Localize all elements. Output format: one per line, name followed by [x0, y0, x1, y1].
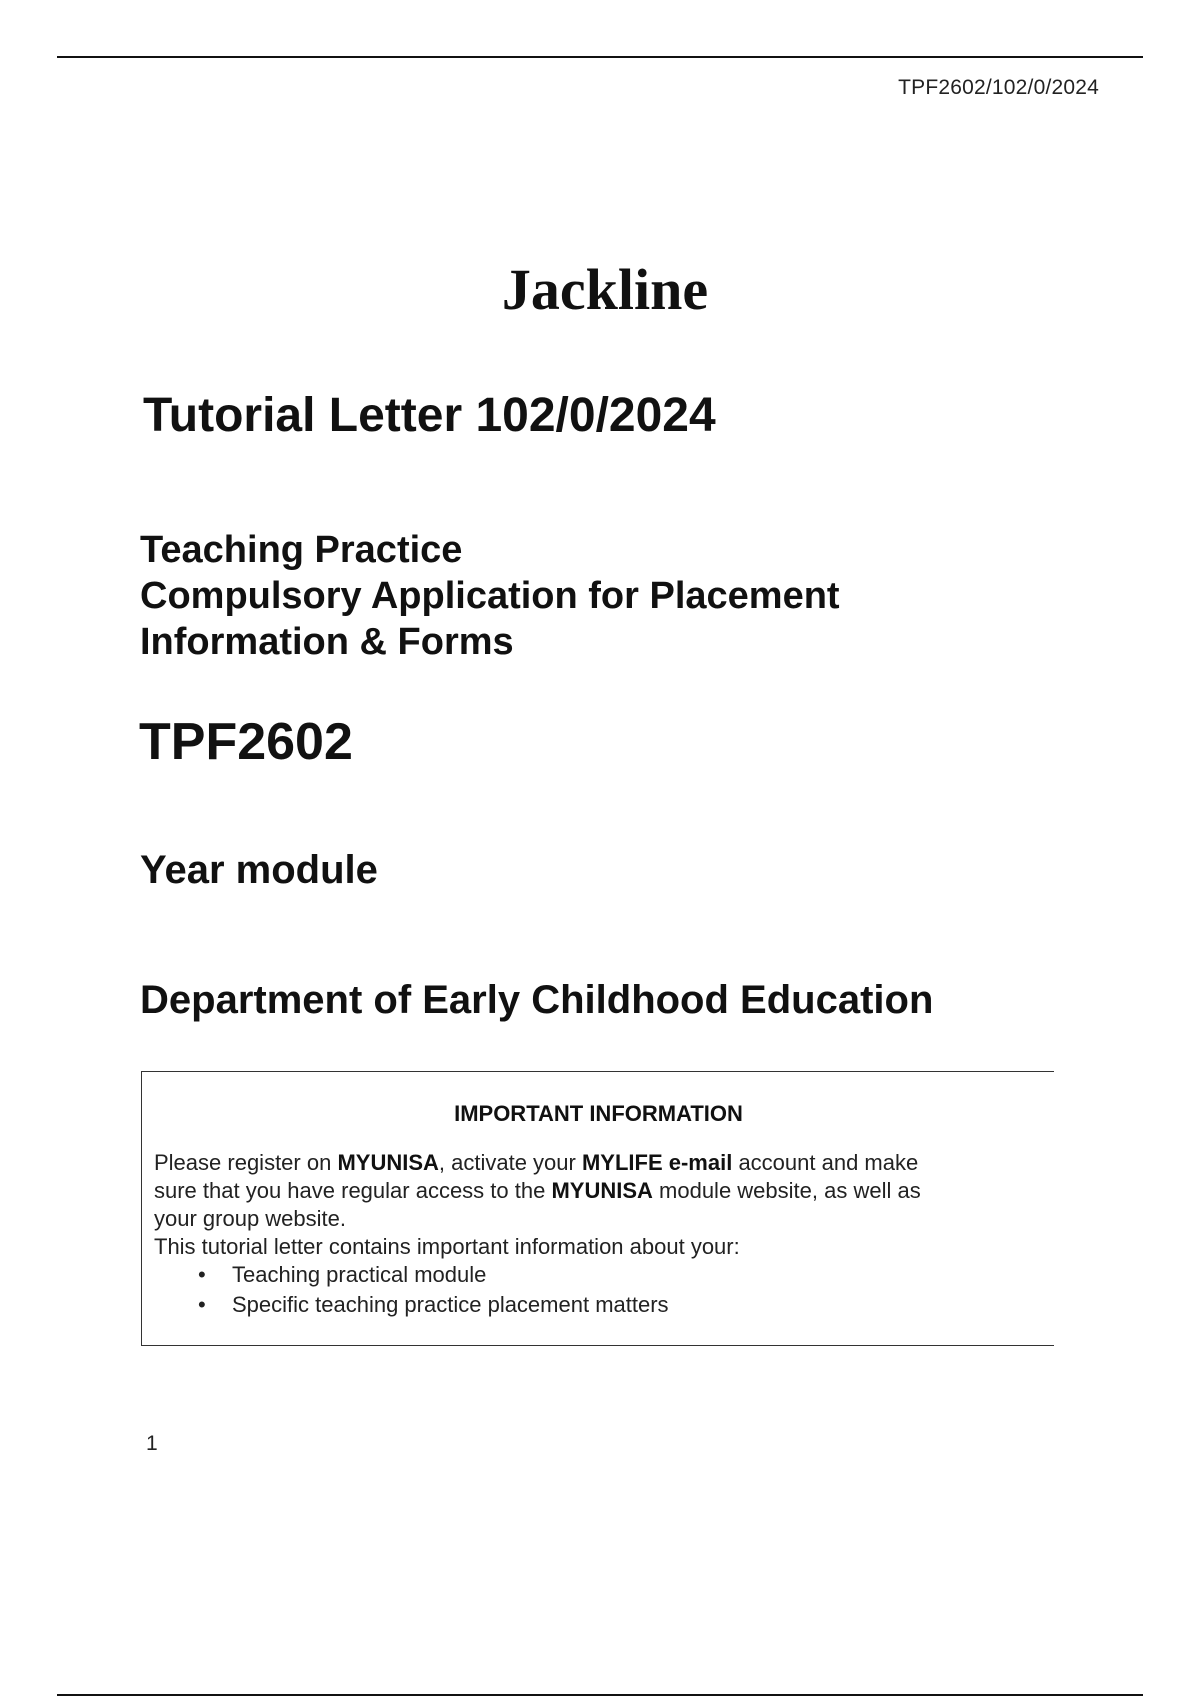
myunisa-emphasis: MYUNISA — [337, 1150, 439, 1175]
list-item — [154, 1260, 669, 1290]
mylife-email-emphasis: MYLIFE e-mail — [581, 1150, 733, 1175]
author-name: Jackline — [501, 257, 709, 322]
info-text-segment: module website, as well as — [652, 1178, 921, 1203]
myunisa-emphasis: MYUNISA — [551, 1178, 653, 1203]
info-line-2 — [154, 1177, 1044, 1205]
important-information-box — [141, 1071, 1054, 1346]
document-code: TPF2602/102/0/2024 — [898, 76, 1099, 99]
info-text-segment: account and make — [732, 1150, 919, 1175]
bullet-icon: • — [198, 1292, 206, 1317]
info-text-segment: sure that you have regular access to the — [154, 1178, 552, 1203]
bullet-text: Specific teaching practice placement matters — [232, 1292, 669, 1317]
info-line-4: This tutorial letter contains important information about your: — [154, 1234, 740, 1259]
page-number: 1 — [146, 1432, 158, 1455]
bottom-divider — [57, 1694, 1143, 1696]
department-name: Department of Early Childhood Education — [140, 978, 934, 1022]
important-information-text — [154, 1149, 1044, 1261]
bullet-text: Teaching practical module — [232, 1262, 487, 1287]
list-item — [154, 1290, 669, 1320]
info-text-segment: , activate your — [438, 1150, 582, 1175]
module-type: Year module — [140, 848, 378, 892]
info-bullet-list — [154, 1260, 669, 1320]
subtitle-line-2: Compulsory Application for Placement — [140, 575, 840, 617]
info-line-3: your group website. — [154, 1206, 346, 1231]
subtitle-line-1: Teaching Practice — [140, 529, 463, 571]
subtitle-line-3: Information & Forms — [140, 621, 514, 663]
info-text-segment: Please register on — [154, 1150, 338, 1175]
module-code: TPF2602 — [139, 713, 353, 771]
bullet-icon: • — [198, 1262, 206, 1287]
important-information-heading: IMPORTANT INFORMATION — [454, 1101, 743, 1126]
info-line-1 — [154, 1149, 1044, 1177]
top-divider — [57, 56, 1143, 58]
tutorial-letter-title: Tutorial Letter 102/0/2024 — [143, 389, 716, 442]
